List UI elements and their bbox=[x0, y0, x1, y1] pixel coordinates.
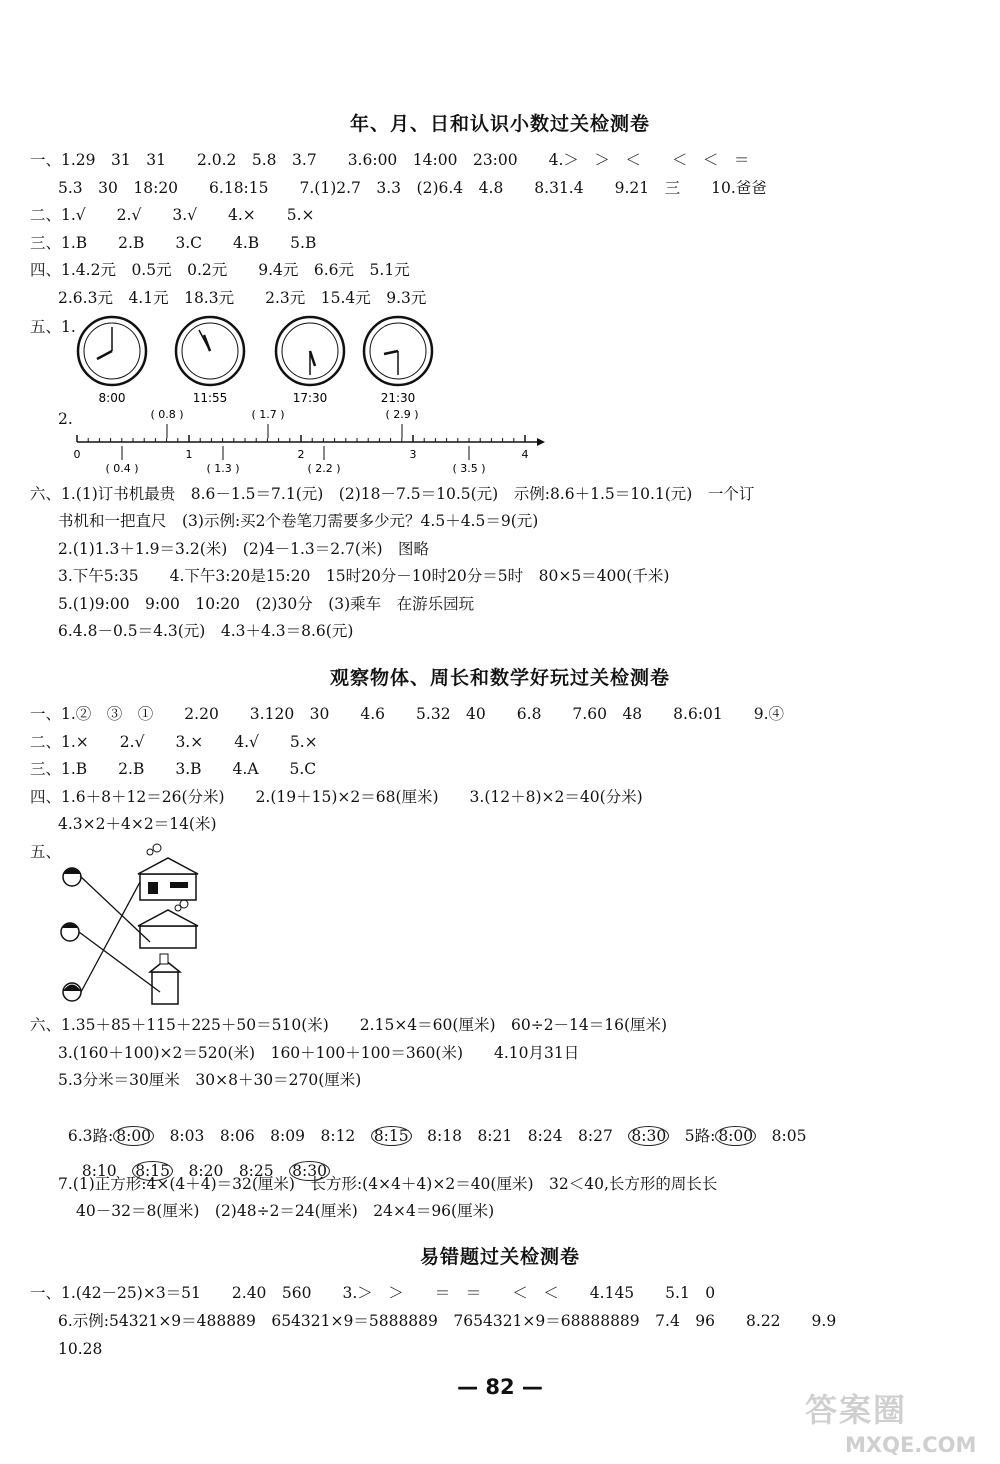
answer-line: 5.3 30 18:20 6.18:15 7.(1)2.7 3.3 (2)6.4 4.8 8.31.4 9.21 三 10.爸爸 bbox=[58, 179, 767, 197]
answer-line: 二、1.× 2.√ 3.× 4.√ 5.× bbox=[30, 733, 318, 751]
clock-11-55 bbox=[176, 317, 244, 385]
clock-label: 21:30 bbox=[380, 391, 416, 405]
answer-line: 三、1.B 2.B 3.B 4.A 5.C bbox=[30, 760, 317, 778]
answer-below: ( 1.3 ) bbox=[206, 462, 240, 475]
answer-line: 一、1.② ③ ① 2.20 3.120 30 4.6 5.32 40 6.8 7.60 48 8.6:01 9.④ bbox=[30, 705, 785, 723]
child-face-3 bbox=[63, 983, 81, 1001]
circled-time: 8:00 bbox=[715, 1126, 756, 1146]
answer-line: 2.(1)1.3＋1.9＝3.2(米) (2)4－1.3＝2.7(米) 图略 bbox=[58, 540, 430, 558]
answer-line: 二、1.√ 2.√ 3.√ 4.× 5.× bbox=[30, 206, 315, 224]
child-face-1 bbox=[63, 868, 81, 886]
circled-time: 8:15 bbox=[371, 1126, 412, 1146]
house-front-view bbox=[138, 844, 198, 900]
answer-line: 六、1.35＋85＋115＋225＋50＝510(米) 2.15×4＝60(厘米) 60÷2－14＝16(厘米) bbox=[30, 1016, 668, 1034]
answer-line: 7.(1)正方形:4×(4＋4)＝32(厘米) 长方形:(4×4＋4)×2＝40(厘米) 32＜40,长方形的周长长 bbox=[58, 1175, 718, 1193]
answer-below: ( 2.2 ) bbox=[307, 462, 341, 475]
answer-line: 2.6.3元 4.1元 18.3元 2.3元 15.4元 9.3元 bbox=[58, 289, 427, 307]
answer-above: ( 2.9 ) bbox=[385, 408, 419, 421]
answer-line: 四、1.6＋8＋12＝26(分米) 2.(19＋15)×2＝68(厘米) 3.(12＋8)×2＝40(分米) bbox=[30, 788, 643, 806]
answer-line: 6.3路: 8:00 8:03 8:06 8:09 8:12 8:15 8:18 8:21 8:24 8:27 8:30 5路: 8:00 8:05 bbox=[67, 1127, 807, 1145]
tick-label: 2 bbox=[297, 448, 305, 461]
answer-line: 一、1.29 31 31 2.0.2 5.8 3.7 3.6:00 14:00 23:00 4.＞ ＞ ＜ ＜ ＜ ＝ bbox=[30, 151, 750, 169]
circled-time: 8:30 bbox=[289, 1161, 330, 1181]
answer-line: 2. bbox=[58, 410, 73, 428]
circled-time: 8:15 bbox=[132, 1161, 173, 1181]
answer-line: 10.28 bbox=[58, 1340, 103, 1358]
house-side-view bbox=[138, 900, 198, 948]
answer-above: ( 0.8 ) bbox=[150, 408, 184, 421]
answer-below: ( 3.5 ) bbox=[452, 462, 486, 475]
answer-line: 5.(1)9:00 9:00 10:20 (2)30分 (3)乘车 在游乐园玩 bbox=[58, 595, 475, 613]
clocks-figure bbox=[70, 313, 450, 405]
answer-below: ( 0.4 ) bbox=[105, 462, 139, 475]
clock-label: 17:30 bbox=[292, 391, 328, 405]
answer-line: 5.3分米＝30厘米 30×8＋30＝270(厘米) bbox=[58, 1071, 362, 1089]
answer-above: ( 1.7 ) bbox=[251, 408, 285, 421]
answer-line: 书机和一把直尺 (3)示例:买2个卷笔刀需要多少元？4.5＋4.5＝9(元) bbox=[58, 512, 539, 530]
answer-line: 六、1.(1)订书机最贵 8.6－1.5＝7.1(元) (2)18－7.5＝10.5(元) 示例:8.6＋1.5＝10.1(元) 一个订 bbox=[30, 485, 755, 503]
child-face-2 bbox=[61, 923, 79, 941]
answer-line: 3.(160＋100)×2＝520(米) 160＋100＋100＝360(米) 4.10月31日 bbox=[58, 1044, 580, 1062]
clock-label: 11:55 bbox=[192, 391, 228, 405]
answer-line: 6.示例:54321×9＝488889 654321×9＝5888889 7654321×9＝68888889 7.4 96 8.22 9.9 bbox=[58, 1312, 837, 1330]
answer-line: 4.3×2＋4×2＝14(米) bbox=[58, 815, 217, 833]
tick-label: 0 bbox=[73, 448, 81, 461]
watermark-logo: 答案圈 bbox=[805, 1391, 908, 1429]
answer-line: 五、 bbox=[30, 843, 62, 861]
answer-line: 三、1.B 2.B 3.C 4.B 5.B bbox=[30, 234, 317, 252]
clock-8-00 bbox=[78, 317, 146, 385]
tick-label: 1 bbox=[185, 448, 193, 461]
house-end-view bbox=[150, 954, 180, 1004]
section3-title: 易错题过关检测卷 bbox=[419, 1246, 580, 1268]
matching-figure bbox=[50, 842, 210, 1012]
clock-label: 8:00 bbox=[98, 391, 126, 405]
clock-17-30 bbox=[276, 317, 344, 385]
tick-label: 4 bbox=[521, 448, 529, 461]
circled-time: 8:30 bbox=[628, 1126, 669, 1146]
watermark-url: MXQE.COM bbox=[845, 1433, 977, 1457]
section1-title: 年、月、日和认识小数过关检测卷 bbox=[349, 113, 650, 135]
number-line bbox=[70, 402, 550, 480]
circled-time: 8:00 bbox=[113, 1126, 154, 1146]
answer-line: 40－32＝8(厘米) (2)48÷2＝24(厘米) 24×4＝96(厘米) bbox=[76, 1202, 495, 1220]
clock-21-30 bbox=[364, 317, 432, 385]
answer-line: 6.4.8－0.5＝4.3(元) 4.3＋4.3＝8.6(元) bbox=[58, 622, 354, 640]
section2-title: 观察物体、周长和数学好玩过关检测卷 bbox=[329, 667, 670, 689]
answer-line: 四、1.4.2元 0.5元 0.2元 9.4元 6.6元 5.1元 bbox=[30, 261, 410, 279]
answer-line: 五、1. bbox=[30, 318, 76, 336]
tick-label: 3 bbox=[409, 448, 417, 461]
answer-line: 8:10 8:15 8:20 8:25 8:30 bbox=[72, 1138, 330, 1182]
answer-line: 一、1.(42－25)×3＝51 2.40 560 3.＞ ＞ ＝ ＝ ＜ ＜ 4.145 5.1 0 bbox=[30, 1284, 716, 1302]
answer-line: 3.下午5:35 4.下午3:20是15:20 15时20分－10时20分＝5时 80×5＝400(千米) bbox=[58, 567, 670, 585]
page-number: — 82 — bbox=[457, 1375, 543, 1399]
